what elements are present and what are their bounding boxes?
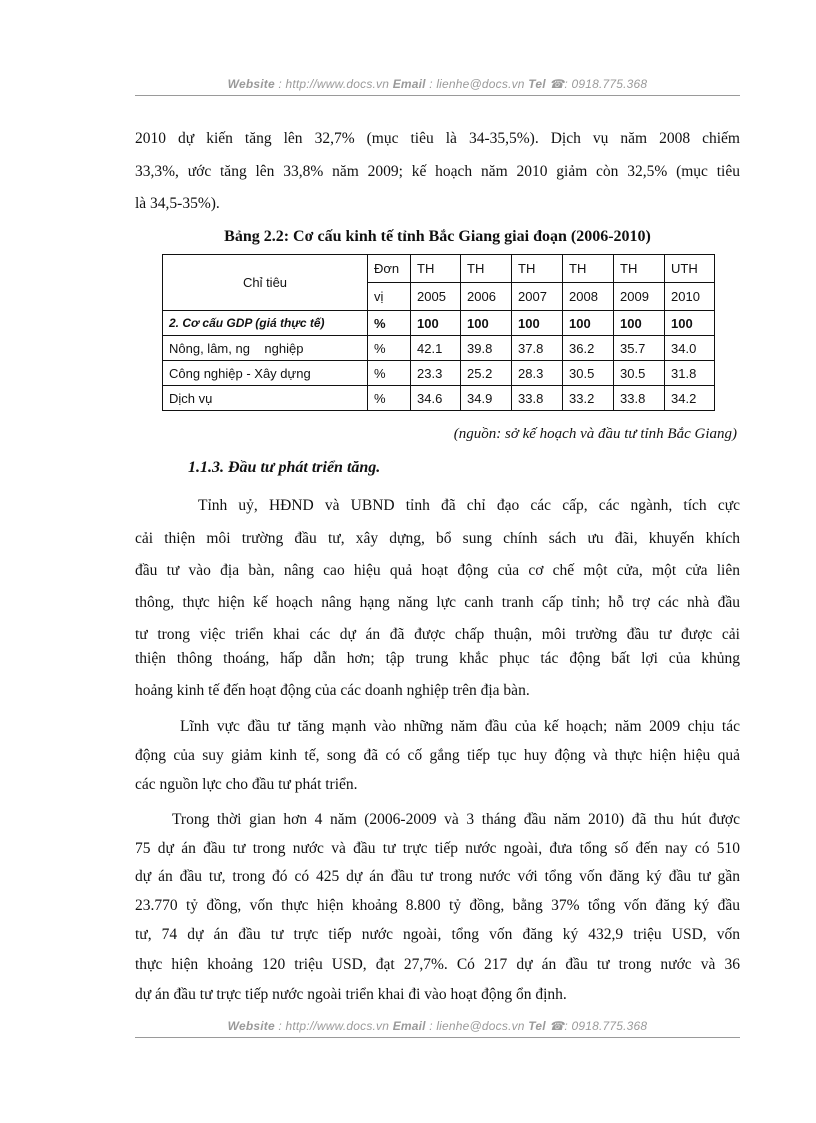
header-year: 2009 (614, 283, 665, 311)
row-value: 28.3 (512, 361, 563, 386)
para3-line: 75 dự án đầu tư trong nước và đầu tư trực tiếp nước ngoài, đưa tổng số đến nay có 510 (135, 840, 740, 857)
row-unit: % (368, 386, 411, 411)
header-rule (135, 95, 740, 96)
intro-line: 33,3%, ước tăng lên 33,8% năm 2009; kế hoạch năm 2010 giảm còn 32,5% (mục tiêu (135, 163, 740, 180)
page-footer (135, 1019, 740, 1033)
header-year: 2008 (563, 283, 614, 311)
header-unit-bottom: vị (368, 283, 411, 311)
para2-line: động của suy giảm kinh tế, song đã có cố gắng tiếp tục huy động và thực hiện hiệu quả (135, 747, 740, 764)
para1-line: cải thiện môi trường đầu tư, xây dựng, bổ sung chính sách ưu đãi, khuyến khích (135, 530, 740, 547)
header-unit-top: Đơn (368, 255, 411, 283)
row-value: 34.6 (411, 386, 461, 411)
row-value: 33.8 (512, 386, 563, 411)
row-label: 2. Cơ cấu GDP (giá thực tế) (163, 311, 368, 336)
intro-line: 2010 dự kiến tăng lên 32,7% (mục tiêu là 34-35,5%). Dịch vụ năm 2008 chiếm (135, 130, 740, 147)
para1-line: thiện thông thoáng, hấp dẫn hơn; tập trung khắc phục tác động bất lợi của khủng (135, 650, 740, 667)
header-year: 2007 (512, 283, 563, 311)
row-unit: % (368, 311, 411, 336)
header-tel-value: ☎: 0918.775.368 (549, 77, 648, 91)
row-value: 100 (461, 311, 512, 336)
row-value: 100 (614, 311, 665, 336)
table-header-row (163, 255, 715, 283)
header-year: 2010 (665, 283, 715, 311)
gdp-structure-table (162, 254, 715, 411)
row-value: 33.8 (614, 386, 665, 411)
footer-tel-label: Tel (528, 1019, 546, 1033)
row-value: 23.3 (411, 361, 461, 386)
row-value: 37.8 (512, 336, 563, 361)
footer-site-label: Website (227, 1019, 275, 1033)
row-value: 34.2 (665, 386, 715, 411)
row-value: 100 (665, 311, 715, 336)
row-label: Dịch vụ (163, 386, 368, 411)
header-year-label: TH (411, 255, 461, 283)
row-value: 42.1 (411, 336, 461, 361)
section-title: 1.1.3. Đầu tư phát triển tăng. (188, 459, 381, 476)
header-year-label: TH (512, 255, 563, 283)
header-site-value: : http://www.docs.vn (278, 77, 390, 91)
row-value: 36.2 (563, 336, 614, 361)
page-header (135, 77, 740, 91)
header-indicator: Chỉ tiêu (163, 255, 368, 311)
row-value: 100 (563, 311, 614, 336)
row-label: Công nghiệp - Xây dựng (163, 361, 368, 386)
table-caption: Bảng 2.2: Cơ cấu kinh tế tỉnh Bắc Giang giai đoạn (2006-2010) (224, 228, 651, 245)
row-value: 34.9 (461, 386, 512, 411)
intro-line: là 34,5-35%). (135, 195, 220, 212)
para1-line: thông, thực hiện kế hoạch nâng hạng năng lực canh tranh cấp tỉnh; hỗ trợ các nhà đầu (135, 594, 740, 611)
row-value: 25.2 (461, 361, 512, 386)
row-value: 39.8 (461, 336, 512, 361)
footer-tel-value: ☎: 0918.775.368 (549, 1019, 648, 1033)
para3-line: dự án đầu tư trực tiếp nước ngoài triển khai đi vào hoạt động ổn định. (135, 986, 567, 1003)
para3-line: tư, 74 dự án đầu tư trực tiếp nước ngoài, tổng vốn đăng ký 432,9 triệu USD, vốn (135, 926, 740, 943)
row-value: 30.5 (563, 361, 614, 386)
row-value: 100 (411, 311, 461, 336)
row-value: 33.2 (563, 386, 614, 411)
para3-line: thực hiện khoảng 120 triệu USD, đạt 27,7%. Có 217 dự án đầu tư trong nước và 36 (135, 956, 740, 973)
para3-line: dự án đầu tư, trong đó có 425 dự án đầu tư trong nước với tổng vốn đăng ký đầu tư gần (135, 868, 740, 885)
header-year-label: TH (614, 255, 665, 283)
header-year: 2005 (411, 283, 461, 311)
table-source: (nguồn: sở kế hoạch và đầu tư tỉnh Bắc Giang) (453, 426, 737, 442)
para1-line: đầu tư vào địa bàn, nâng cao hiệu quả hoạt động của cơ chế một cửa, một cửa liên (135, 562, 740, 579)
header-year: 2006 (461, 283, 512, 311)
header-email-label: Email (392, 77, 426, 91)
footer-email-value: : lienhe@docs.vn (429, 1019, 525, 1033)
footer-email-label: Email (392, 1019, 426, 1033)
row-value: 100 (512, 311, 563, 336)
row-label: Nông, lâm, ng nghiệp (163, 336, 368, 361)
header-site-label: Website (227, 77, 275, 91)
para2-line: Lĩnh vực đầu tư tăng mạnh vào những năm đầu của kế hoạch; năm 2009 chịu tác (180, 718, 740, 735)
row-value: 30.5 (614, 361, 665, 386)
row-value: 35.7 (614, 336, 665, 361)
para1-line: hoảng kinh tế đến hoạt động của các doanh nghiệp trên địa bàn. (135, 682, 530, 699)
row-value: 31.8 (665, 361, 715, 386)
para1-line: Tỉnh uỷ, HĐND và UBND tỉnh đã chỉ đạo các cấp, các ngành, tích cực (198, 497, 740, 514)
footer-rule (135, 1037, 740, 1038)
para1-line: tư trong việc triển khai các dự án đã được chấp thuận, môi trường đầu tư được cải (135, 626, 740, 643)
row-unit: % (368, 336, 411, 361)
header-year-label: UTH (665, 255, 715, 283)
header-year-label: TH (461, 255, 512, 283)
para3-line: 23.770 tỷ đồng, vốn thực hiện khoảng 8.800 tỷ đồng, bằng 37% tổng vốn đăng ký đầu (135, 897, 740, 914)
header-year-label: TH (563, 255, 614, 283)
para2-line: các nguồn lực cho đầu tư phát triển. (135, 776, 358, 793)
row-unit: % (368, 361, 411, 386)
table-row (163, 311, 715, 336)
header-tel-label: Tel (528, 77, 546, 91)
header-email-value: : lienhe@docs.vn (429, 77, 525, 91)
table-row (163, 361, 715, 386)
table-row (163, 386, 715, 411)
table-row (163, 336, 715, 361)
row-value: 34.0 (665, 336, 715, 361)
para3-line: Trong thời gian hơn 4 năm (2006-2009 và 3 tháng đầu năm 2010) đã thu hút được (172, 811, 740, 828)
footer-site-value: : http://www.docs.vn (278, 1019, 390, 1033)
